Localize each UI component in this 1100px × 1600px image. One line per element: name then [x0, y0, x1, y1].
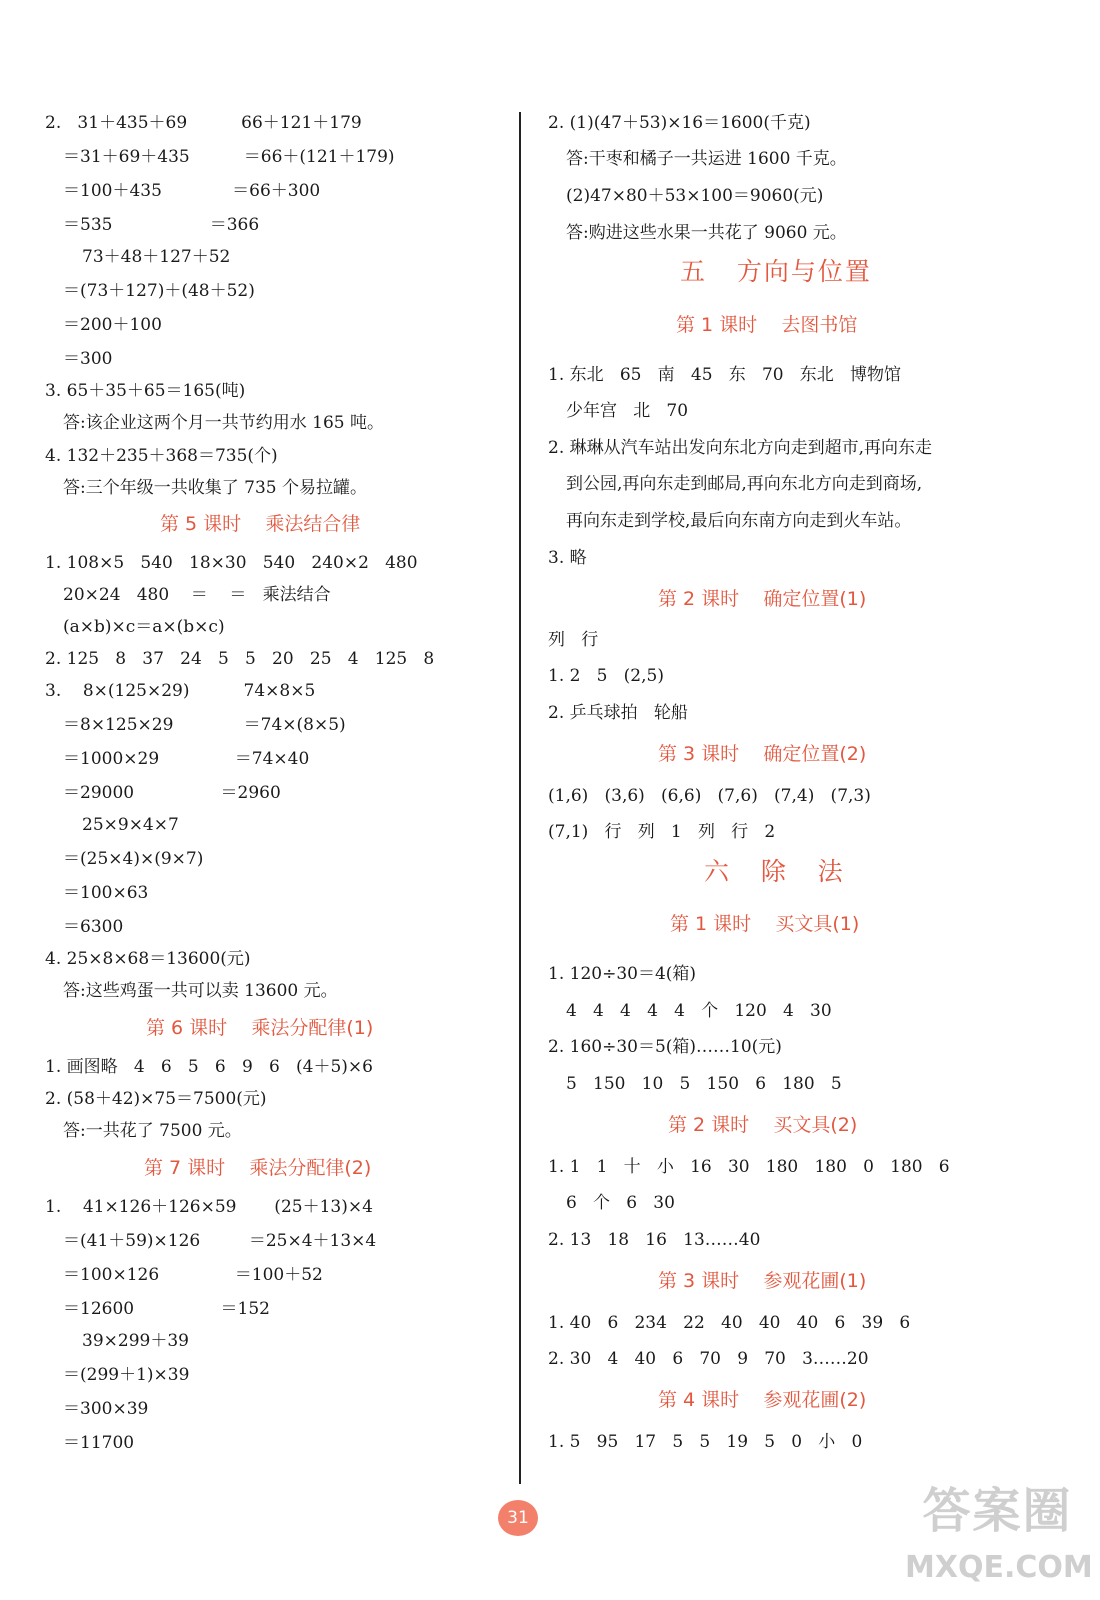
- answer-line: (a×b)×c＝a×(b×c): [63, 617, 225, 637]
- answer-line: 2. (1)(47＋53)×16＝1600(千克): [548, 113, 811, 133]
- answer-line: 5 150 10 5 150 6 180 5: [566, 1074, 842, 1094]
- answer-line: ＝(41＋59)×126 ＝25×4＋13×4: [63, 1231, 377, 1251]
- answer-line: 答:这些鸡蛋一共可以卖 13600 元。: [63, 981, 338, 1001]
- answer-line: ＝29000 ＝2960: [63, 783, 281, 803]
- section-heading: 第 6 课时 乘法分配律(1): [146, 1017, 374, 1039]
- answer-line: 20×24 480 ＝ ＝ 乘法结合: [63, 585, 331, 605]
- answer-line: 1. 120÷30＝4(箱): [548, 964, 697, 984]
- answer-line: 39×299＋39: [82, 1331, 189, 1351]
- chapter-heading: 六 除 法: [704, 857, 845, 886]
- answer-line: ＝200＋100: [63, 315, 162, 335]
- section-heading: 第 2 课时 买文具(2): [668, 1114, 858, 1136]
- answer-line: 1. 40 6 234 22 40 40 40 6 39 6: [548, 1313, 911, 1333]
- answer-line: 2. 125 8 37 24 5 5 20 25 4 125 8: [45, 649, 435, 669]
- answer-line: (1,6) (3,6) (6,6) (7,6) (7,4) (7,3): [548, 786, 871, 806]
- answer-line: 答:一共花了 7500 元。: [63, 1121, 242, 1141]
- answer-line: ＝31＋69＋435 ＝66＋(121＋179): [63, 147, 395, 167]
- answer-line: 1. 东北 65 南 45 东 70 东北 博物馆: [548, 365, 901, 385]
- answer-line: 1. 画图略 4 6 5 6 9 6 (4＋5)×6: [45, 1057, 373, 1077]
- answer-line: ＝(299＋1)×39: [63, 1365, 190, 1385]
- answer-line: ＝535 ＝366: [63, 215, 260, 235]
- section-heading: 第 4 课时 参观花圃(2): [658, 1389, 867, 1411]
- section-heading: 第 3 课时 参观花圃(1): [658, 1270, 867, 1292]
- answer-line: 答:购进这些水果一共花了 9060 元。: [566, 223, 847, 243]
- chapter-heading: 五 方向与位置: [680, 257, 872, 286]
- answer-line: 2. 31＋435＋69 66＋121＋179: [45, 113, 362, 133]
- section-heading: 第 3 课时 确定位置(2): [658, 743, 867, 765]
- watermark-logo: [905, 1478, 1093, 1594]
- answer-line: 1. 2 5 (2,5): [548, 666, 664, 686]
- answer-line: ＝100×126 ＝100＋52: [63, 1265, 323, 1285]
- answer-line: 2. 乒乓球拍 轮船: [548, 703, 688, 723]
- answer-line: ＝100＋435 ＝66＋300: [63, 181, 321, 201]
- answer-line: ＝1000×29 ＝74×40: [63, 749, 310, 769]
- answer-line: 1. 1 1 十 小 16 30 180 180 0 180 6: [548, 1157, 950, 1177]
- watermark-bottom: MXQE.COM: [905, 1550, 1093, 1585]
- answer-line: ＝300×39: [63, 1399, 149, 1419]
- answer-line: 2. (58＋42)×75＝7500(元): [45, 1089, 267, 1109]
- answer-line: 6 个 6 30: [566, 1193, 675, 1213]
- section-heading: 第 1 课时 买文具(1): [670, 913, 860, 935]
- answer-line: 答:该企业这两个月一共节约用水 165 吨。: [63, 413, 384, 433]
- answer-line: 再向东走到学校,最后向东南方向走到火车站。: [566, 511, 912, 531]
- answer-line: 3. 65＋35＋65＝165(吨): [45, 381, 246, 401]
- answer-line: 1. 108×5 540 18×30 540 240×2 480: [45, 553, 418, 573]
- page-number: 31: [498, 1500, 538, 1536]
- answer-line: 2. 30 4 40 6 70 9 70 3……20: [548, 1349, 869, 1369]
- answer-line: 列 行: [548, 630, 599, 650]
- answer-line: ＝100×63: [63, 883, 149, 903]
- answer-line: ＝(73＋127)＋(48＋52): [63, 281, 255, 301]
- answer-line: 2. 琳琳从汽车站出发向东北方向走到超市,再向东走: [548, 438, 933, 458]
- answer-line: 1. 5 95 17 5 5 19 5 0 小 0: [548, 1432, 863, 1452]
- section-heading: 第 7 课时 乘法分配律(2): [144, 1157, 372, 1179]
- answer-line: 25×9×4×7: [82, 815, 179, 835]
- answer-line: ＝300: [63, 349, 113, 369]
- answer-line: 2. 160÷30＝5(箱)……10(元): [548, 1037, 782, 1057]
- section-heading: 第 2 课时 确定位置(1): [658, 588, 867, 610]
- column-divider: [519, 112, 521, 1484]
- answer-line: ＝8×125×29 ＝74×(8×5): [63, 715, 346, 735]
- answer-line: 到公园,再向东走到邮局,再向东北方向走到商场,: [566, 474, 923, 494]
- answer-line: 4. 132＋235＋368＝735(个): [45, 446, 278, 466]
- answer-line: ＝11700: [63, 1433, 135, 1453]
- answer-line: (7,1) 行 列 1 列 行 2: [548, 822, 776, 842]
- section-heading: 第 5 课时 乘法结合律: [160, 513, 361, 535]
- answer-line: ＝12600 ＝152: [63, 1299, 270, 1319]
- answer-line: 4. 25×8×68＝13600(元): [45, 949, 251, 969]
- answer-line: 2. 13 18 16 13……40: [548, 1230, 761, 1250]
- answer-line: 73＋48＋127＋52: [82, 247, 231, 267]
- answer-line: 3. 8×(125×29) 74×8×5: [45, 681, 316, 701]
- answer-line: 答:三个年级一共收集了 735 个易拉罐。: [63, 478, 367, 498]
- watermark-top: 答案圈: [922, 1483, 1073, 1539]
- section-heading: 第 1 课时 去图书馆: [676, 314, 858, 336]
- answer-line: (2)47×80＋53×100＝9060(元): [566, 186, 824, 206]
- answer-line: 少年宫 北 70: [566, 401, 689, 421]
- answer-line: ＝(25×4)×(9×7): [63, 849, 204, 869]
- answer-line: 3. 略: [548, 548, 587, 568]
- answer-line: 4 4 4 4 4 个 120 4 30: [566, 1001, 832, 1021]
- answer-line: 1. 41×126＋126×59 (25＋13)×4: [45, 1197, 373, 1217]
- answer-line: 答:干枣和橘子一共运进 1600 千克。: [566, 149, 847, 169]
- answer-line: ＝6300: [63, 917, 124, 937]
